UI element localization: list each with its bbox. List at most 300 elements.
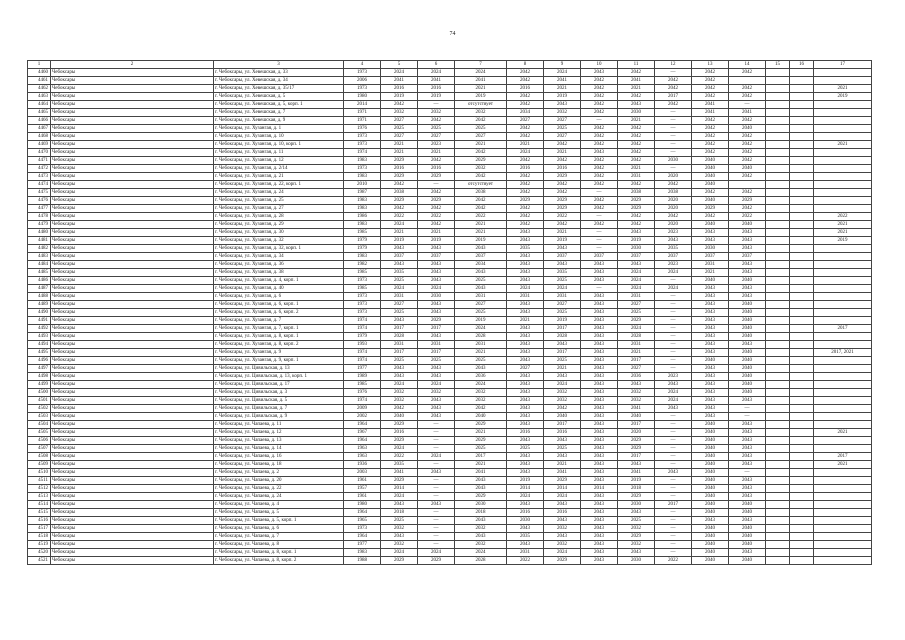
- row-number-cell: 4506: [28, 437, 51, 445]
- address-cell: г. Чебоксары, ул. Хузангая, д. 7, корп. 1: [214, 325, 344, 333]
- table-cell: 2043: [507, 325, 544, 333]
- housing-register-table: [27, 60, 872, 565]
- table-cell: 2042: [507, 157, 544, 165]
- table-cell: 2040: [692, 277, 729, 285]
- table-cell: 1983: [344, 253, 381, 261]
- table-cell: 1983: [344, 197, 381, 205]
- table-cell: 2021: [455, 85, 507, 93]
- table-cell: 2043: [455, 477, 507, 485]
- table-row: [28, 133, 872, 141]
- table-cell: [766, 381, 790, 389]
- table-cell: 2029: [381, 557, 418, 565]
- table-row: [28, 525, 872, 533]
- table-cell: 2025: [455, 125, 507, 133]
- table-cell: 2042: [381, 101, 418, 109]
- row-number-cell: 4473: [28, 173, 51, 181]
- settlement-cell: Чебоксары: [51, 245, 214, 253]
- address-cell: г. Чебоксары, ул. Хузангая, д. 9, корп. 1: [214, 357, 344, 365]
- table-cell: 1980: [344, 501, 381, 509]
- table-cell: 2043: [581, 149, 618, 157]
- table-cell: 2024: [418, 285, 455, 293]
- table-cell: [790, 293, 814, 301]
- table-cell: —: [418, 493, 455, 501]
- table-cell: 2043: [581, 533, 618, 541]
- table-cell: [766, 221, 790, 229]
- settlement-cell: Чебоксары: [51, 165, 214, 173]
- table-cell: 2024: [507, 149, 544, 157]
- table-cell: 2042: [618, 181, 655, 189]
- table-cell: 2043: [655, 405, 692, 413]
- table-cell: [814, 381, 872, 389]
- table-cell: [814, 405, 872, 413]
- table-cell: 1977: [344, 541, 381, 549]
- table-cell: 2029: [381, 157, 418, 165]
- table-cell: [766, 69, 790, 77]
- table-cell: [814, 101, 872, 109]
- table-cell: [814, 333, 872, 341]
- table-cell: 2042: [381, 205, 418, 213]
- table-cell: [814, 365, 872, 373]
- table-cell: 2043: [507, 357, 544, 365]
- table-cell: —: [581, 285, 618, 293]
- table-cell: 2027: [544, 301, 581, 309]
- table-cell: 2042: [544, 189, 581, 197]
- table-cell: [814, 501, 872, 509]
- table-cell: —: [655, 525, 692, 533]
- table-cell: [814, 445, 872, 453]
- settlement-cell: Чебоксары: [51, 293, 214, 301]
- table-cell: [790, 173, 814, 181]
- address-cell: г. Чебоксары, ул. Цивильская, д. 13, корп. 1: [214, 373, 344, 381]
- table-cell: 2023: [655, 229, 692, 237]
- table-cell: [790, 333, 814, 341]
- table-cell: [766, 373, 790, 381]
- table-cell: 2043: [729, 237, 766, 245]
- table-cell: 2029: [544, 205, 581, 213]
- table-cell: 2024: [544, 549, 581, 557]
- table-cell: 2042: [544, 181, 581, 189]
- table-cell: [814, 549, 872, 557]
- settlement-cell: Чебоксары: [51, 229, 214, 237]
- table-cell: 2040: [729, 301, 766, 309]
- table-cell: 2017: [381, 325, 418, 333]
- table-cell: [766, 437, 790, 445]
- column-number: 4: [344, 61, 381, 69]
- table-cell: 2042: [692, 189, 729, 197]
- table-cell: 2042: [655, 213, 692, 221]
- address-cell: г. Чебоксары, ул. Хузангая, д. 38: [214, 269, 344, 277]
- table-cell: 2029: [618, 445, 655, 453]
- table-cell: 2040: [692, 181, 729, 189]
- table-cell: 2032: [544, 397, 581, 405]
- table-row: [28, 373, 872, 381]
- table-cell: 2023: [655, 261, 692, 269]
- table-cell: 2025: [618, 517, 655, 525]
- table-cell: 2040: [729, 277, 766, 285]
- settlement-cell: Чебоксары: [51, 525, 214, 533]
- table-cell: 1993: [344, 341, 381, 349]
- table-row: [28, 157, 872, 165]
- table-cell: 2043: [581, 405, 618, 413]
- table-cell: 2043: [581, 325, 618, 333]
- row-number-cell: 4462: [28, 85, 51, 93]
- table-cell: [814, 469, 872, 477]
- table-cell: —: [655, 477, 692, 485]
- table-cell: 2042: [455, 205, 507, 213]
- table-row: [28, 333, 872, 341]
- table-cell: 2019: [544, 237, 581, 245]
- settlement-cell: Чебоксары: [51, 341, 214, 349]
- table-cell: [790, 237, 814, 245]
- table-cell: 1967: [344, 429, 381, 437]
- table-cell: —: [729, 405, 766, 413]
- table-cell: [790, 109, 814, 117]
- table-cell: 2043: [729, 229, 766, 237]
- table-cell: 2042: [581, 133, 618, 141]
- table-cell: 2030: [655, 157, 692, 165]
- table-cell: 2032: [418, 389, 455, 397]
- table-cell: 2027: [381, 117, 418, 125]
- table-row: [28, 165, 872, 173]
- table-cell: 2017, 2021: [814, 349, 872, 357]
- table-cell: 2021: [692, 269, 729, 277]
- address-cell: г. Чебоксары, ул. Цивильская, д. 7: [214, 405, 344, 413]
- column-number: 16: [790, 61, 814, 69]
- table-cell: [766, 245, 790, 253]
- table-cell: 2017: [381, 349, 418, 357]
- table-cell: 2019: [618, 477, 655, 485]
- table-cell: 2030: [618, 245, 655, 253]
- table-cell: 2043: [381, 533, 418, 541]
- table-cell: 2032: [381, 541, 418, 549]
- row-number-cell: 4488: [28, 293, 51, 301]
- table-cell: 2022: [814, 213, 872, 221]
- table-cell: 1986: [344, 213, 381, 221]
- table-cell: 2042: [729, 189, 766, 197]
- table-cell: [766, 261, 790, 269]
- table-cell: 2041: [455, 469, 507, 477]
- table-cell: 2016: [544, 165, 581, 173]
- column-number: 12: [655, 61, 692, 69]
- table-cell: [766, 389, 790, 397]
- table-cell: 2043: [381, 373, 418, 381]
- table-cell: 1983: [344, 173, 381, 181]
- table-cell: [790, 389, 814, 397]
- table-cell: 2016: [381, 85, 418, 93]
- table-cell: [814, 309, 872, 317]
- table-cell: —: [418, 485, 455, 493]
- table-cell: 2040: [692, 429, 729, 437]
- row-number-cell: 4521: [28, 557, 51, 565]
- table-cell: 2031: [618, 341, 655, 349]
- table-cell: 2040: [729, 389, 766, 397]
- table-cell: 1976: [344, 389, 381, 397]
- table-cell: 2016: [418, 165, 455, 173]
- table-cell: 2024: [544, 493, 581, 501]
- table-cell: 2032: [618, 397, 655, 405]
- table-cell: 1980: [344, 93, 381, 101]
- table-cell: [790, 229, 814, 237]
- table-cell: 2021: [455, 349, 507, 357]
- table-cell: —: [418, 533, 455, 541]
- settlement-cell: Чебоксары: [51, 541, 214, 549]
- table-cell: [790, 477, 814, 485]
- table-cell: 2023: [655, 373, 692, 381]
- table-cell: 2042: [581, 77, 618, 85]
- table-cell: 2042: [581, 173, 618, 181]
- table-cell: 2042: [692, 85, 729, 93]
- table-cell: [790, 93, 814, 101]
- table-cell: 2043: [455, 285, 507, 293]
- table-cell: [814, 285, 872, 293]
- address-cell: г. Чебоксары, ул. Цивильская, д. 5: [214, 397, 344, 405]
- settlement-cell: Чебоксары: [51, 213, 214, 221]
- table-cell: 2021: [455, 461, 507, 469]
- row-number-cell: 4508: [28, 453, 51, 461]
- table-row: [28, 461, 872, 469]
- table-cell: [766, 229, 790, 237]
- table-cell: 2031: [618, 293, 655, 301]
- settlement-cell: Чебоксары: [51, 493, 214, 501]
- table-cell: 2043: [507, 229, 544, 237]
- table-cell: 2027: [618, 301, 655, 309]
- table-row: [28, 205, 872, 213]
- table-cell: 2024: [418, 453, 455, 461]
- settlement-cell: Чебоксары: [51, 125, 214, 133]
- table-cell: 2031: [418, 341, 455, 349]
- table-cell: [790, 149, 814, 157]
- table-cell: 2040: [729, 357, 766, 365]
- table-cell: 2024: [655, 389, 692, 397]
- table-cell: [814, 133, 872, 141]
- table-cell: 2043: [581, 389, 618, 397]
- table-row: [28, 397, 872, 405]
- table-cell: 2037: [692, 253, 729, 261]
- table-cell: [790, 525, 814, 533]
- table-cell: 2043: [544, 533, 581, 541]
- table-cell: 1964: [344, 437, 381, 445]
- table-cell: 2040: [692, 173, 729, 181]
- table-row: [28, 389, 872, 397]
- table-cell: 2022: [381, 213, 418, 221]
- table-cell: 2021: [814, 85, 872, 93]
- table-cell: 2019: [507, 477, 544, 485]
- table-cell: 2024: [655, 285, 692, 293]
- table-cell: 2043: [729, 269, 766, 277]
- table-cell: —: [729, 469, 766, 477]
- table-cell: 2027: [418, 133, 455, 141]
- table-cell: —: [729, 413, 766, 421]
- table-cell: 2043: [692, 341, 729, 349]
- table-row: [28, 197, 872, 205]
- table-cell: [814, 389, 872, 397]
- table-cell: 2025: [544, 357, 581, 365]
- table-cell: 2043: [418, 301, 455, 309]
- table-cell: 2042: [507, 69, 544, 77]
- table-cell: 2042: [507, 189, 544, 197]
- table-cell: [790, 549, 814, 557]
- table-cell: 2029: [381, 173, 418, 181]
- table-cell: 2032: [455, 165, 507, 173]
- column-number: 2: [51, 61, 214, 69]
- table-cell: 2032: [544, 109, 581, 117]
- table-cell: 2025: [507, 445, 544, 453]
- table-cell: [766, 429, 790, 437]
- table-cell: 2032: [544, 525, 581, 533]
- table-cell: 2043: [581, 365, 618, 373]
- table-cell: [766, 93, 790, 101]
- table-cell: 2043: [692, 325, 729, 333]
- table-cell: 2037: [418, 253, 455, 261]
- address-cell: г. Чебоксары, ул. Хузангая, д. 40: [214, 285, 344, 293]
- table-cell: 2042: [581, 109, 618, 117]
- address-cell: г. Чебоксары, ул. Хузангая, д. 10: [214, 133, 344, 141]
- table-cell: 2024: [618, 277, 655, 285]
- table-cell: 2043: [618, 381, 655, 389]
- table-cell: 2024: [455, 325, 507, 333]
- settlement-cell: Чебоксары: [51, 261, 214, 269]
- table-cell: 2021: [507, 141, 544, 149]
- row-number-cell: 4520: [28, 549, 51, 557]
- table-cell: 2021: [507, 317, 544, 325]
- row-number-cell: 4463: [28, 93, 51, 101]
- table-cell: 2043: [418, 245, 455, 253]
- table-row: [28, 181, 872, 189]
- table-cell: 2043: [544, 453, 581, 461]
- table-cell: 2021: [814, 141, 872, 149]
- table-cell: 2040: [692, 469, 729, 477]
- table-cell: 2029: [544, 557, 581, 565]
- table-cell: —: [418, 429, 455, 437]
- table-cell: 2042: [581, 125, 618, 133]
- table-cell: [790, 69, 814, 77]
- table-cell: 2037: [455, 253, 507, 261]
- table-cell: 2043: [581, 309, 618, 317]
- row-number-cell: 4475: [28, 189, 51, 197]
- row-number-cell: 4494: [28, 341, 51, 349]
- table-cell: 2042: [618, 125, 655, 133]
- table-cell: [790, 277, 814, 285]
- table-cell: 1983: [344, 205, 381, 213]
- table-cell: 2030: [618, 557, 655, 565]
- table-cell: 2018: [381, 509, 418, 517]
- table-cell: 2038: [455, 189, 507, 197]
- table-cell: 2043: [507, 253, 544, 261]
- table-cell: 2043: [581, 381, 618, 389]
- table-cell: 2024: [381, 445, 418, 453]
- address-cell: г. Чебоксары, ул. Хузангая, д. 11: [214, 149, 344, 157]
- table-cell: 2031: [507, 549, 544, 557]
- table-cell: 2043: [507, 413, 544, 421]
- table-cell: 2025: [381, 517, 418, 525]
- table-cell: 2029: [418, 197, 455, 205]
- row-number-cell: 4519: [28, 541, 51, 549]
- table-cell: 1973: [344, 133, 381, 141]
- table-cell: 2037: [544, 253, 581, 261]
- table-cell: —: [655, 349, 692, 357]
- row-number-cell: 4470: [28, 149, 51, 157]
- table-cell: 2042: [507, 101, 544, 109]
- table-cell: —: [581, 237, 618, 245]
- table-row: [28, 493, 872, 501]
- table-cell: 2043: [692, 301, 729, 309]
- table-cell: 2029: [455, 437, 507, 445]
- table-cell: —: [655, 165, 692, 173]
- table-cell: 2040: [729, 533, 766, 541]
- address-cell: г. Чебоксары, ул. Чапаева, д. 16: [214, 453, 344, 461]
- table-cell: 2029: [418, 173, 455, 181]
- table-row: [28, 325, 872, 333]
- table-cell: 2043: [692, 229, 729, 237]
- column-number: 14: [729, 61, 766, 69]
- table-row: [28, 141, 872, 149]
- table-cell: 2042: [581, 101, 618, 109]
- table-cell: 2019: [455, 317, 507, 325]
- table-cell: 2040: [729, 509, 766, 517]
- address-cell: г. Чебоксары, ул. Хузангая, д. 12: [214, 157, 344, 165]
- settlement-cell: Чебоксары: [51, 85, 214, 93]
- row-number-cell: 4515: [28, 509, 51, 517]
- table-cell: 2032: [381, 525, 418, 533]
- table-cell: 2022: [655, 557, 692, 565]
- table-row: [28, 349, 872, 357]
- table-cell: [766, 493, 790, 501]
- table-cell: 2029: [381, 421, 418, 429]
- row-number-cell: 4509: [28, 461, 51, 469]
- table-cell: [814, 253, 872, 261]
- address-cell: г. Чебоксары, ул. Хузангая, д. 32, корп. 1: [214, 245, 344, 253]
- table-cell: 2036: [618, 373, 655, 381]
- table-cell: 1985: [344, 381, 381, 389]
- table-cell: [814, 293, 872, 301]
- table-cell: 2042: [729, 205, 766, 213]
- table-cell: 1973: [344, 293, 381, 301]
- address-cell: г. Чебоксары, ул. Хузангая, д. 9: [214, 349, 344, 357]
- table-row: [28, 413, 872, 421]
- table-cell: 2043: [581, 277, 618, 285]
- table-cell: 2040: [729, 525, 766, 533]
- table-cell: [766, 197, 790, 205]
- table-cell: —: [655, 341, 692, 349]
- table-cell: 1964: [344, 533, 381, 541]
- table-cell: 1963: [344, 445, 381, 453]
- table-cell: [766, 405, 790, 413]
- column-number: 7: [455, 61, 507, 69]
- table-cell: [814, 413, 872, 421]
- table-cell: 2043: [692, 317, 729, 325]
- table-cell: [790, 493, 814, 501]
- settlement-cell: Чебоксары: [51, 69, 214, 77]
- table-cell: 2017: [618, 357, 655, 365]
- table-cell: 2043: [692, 285, 729, 293]
- table-cell: 2040: [381, 413, 418, 421]
- table-cell: 2042: [418, 189, 455, 197]
- table-cell: —: [581, 189, 618, 197]
- table-cell: 2029: [618, 197, 655, 205]
- table-cell: 2043: [381, 245, 418, 253]
- table-cell: [814, 181, 872, 189]
- settlement-cell: Чебоксары: [51, 373, 214, 381]
- table-cell: 2021: [814, 429, 872, 437]
- table-cell: 2021: [418, 229, 455, 237]
- table-cell: 2019: [381, 93, 418, 101]
- table-cell: [790, 325, 814, 333]
- table-row: [28, 509, 872, 517]
- table-cell: 1977: [344, 365, 381, 373]
- table-cell: 2043: [655, 469, 692, 477]
- table-cell: [790, 469, 814, 477]
- table-cell: 2032: [381, 109, 418, 117]
